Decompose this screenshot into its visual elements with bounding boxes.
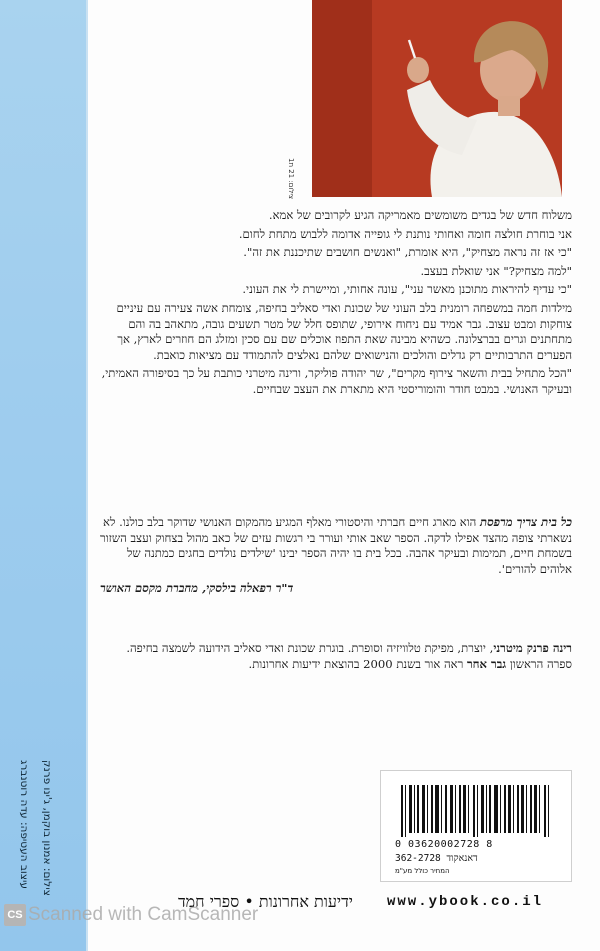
- quote-text: [100, 515, 572, 577]
- barcode-box: [380, 770, 572, 882]
- spine-edge: [86, 0, 88, 951]
- blurb-paragraph: "הכל מתחיל בבית והשאר צירוף מקרים", שר יהודה פוליקר, ורינה מיטרני כותבת על כך בסיפורה האמיתי, ובעיקר האנושי. במבט חודר והומוריסטי היא מתארת את העצב שבחיים.: [101, 366, 572, 396]
- quote-attribution: ד"ר רפאלה בילסקי, מחברת מקסם האושר: [100, 581, 294, 596]
- author-bio: [100, 641, 572, 675]
- barcode-publisher-code: דאנאקוד 362-2728: [395, 853, 478, 864]
- blurb-line: משלוח חדש של בגדים משומשים מאמריקה הגיע לקרובים של אמא.: [268, 208, 572, 222]
- author-bio-body: , יוצרת, מפיקת טלוויזיה וסופרת. בוגרת שכונת ואדי סאליב הידועה לשמצה בחיפה. ספרה הראשון: [126, 641, 572, 671]
- blurb-line: "למה מצחיק?" אני שואלת בעצב.: [420, 263, 572, 278]
- watermark-text: Scanned with CamScanner: [28, 904, 259, 926]
- design-credit: עיצוב העטיפה: עדה רוטנברג: [18, 760, 30, 889]
- author-bio-text: [100, 641, 572, 672]
- photo-credit-spine: צילום: אמנון בוקמן, ג'ינו פרנק: [41, 760, 53, 896]
- blurb-block: [100, 208, 572, 401]
- author-name: רינה פרנק מיטרני: [493, 641, 572, 655]
- author-photo: [312, 0, 562, 197]
- blurb-line: "כי עדיף להיראות מתוכנן מאשר עני", עונה אחותי, ומיישרת לי את העוני.: [242, 282, 572, 297]
- blurb-line: "כי אז זה נראה מצחיק", היא אומרת, "ואנשים חושבים שתיכננת את זה".: [243, 245, 572, 260]
- publisher-url[interactable]: www.ybook.co.il: [387, 894, 544, 910]
- blurb-line: אני בוחרת חולצה חומה ואחותי נותנת לי גופייה אדומה ללבוש מתחת לחום.: [238, 226, 572, 241]
- publisher-name: ידיעות אחרונות • ספרי חמד: [177, 892, 353, 911]
- author-bio-end: ראה אור בשנת 2000 בהוצאת ידיעות אחרונות.: [248, 656, 467, 671]
- quote-body: הוא מארג חיים חברתי והיסטורי מאלף המגיע מהמקום האנושי שדוקר בלב כולנו. לא נשארתי צופה מהצד אפילו לדקה. הספר שאב אותי ועורר בי רגשות עזים של כאב מהול בצחוק ועצב השזור בשמחת חיים, תמימות ובעיקר אהבה. בכל בית בו יהיה הספר יבינו 'שילדים נולדים בחגים כמתנה של אלוהים להורים'.: [100, 515, 572, 576]
- scanner-watermark: [4, 904, 258, 926]
- quote-book-title: כל בית צריך מרפסת: [480, 515, 572, 529]
- photo-credit: צילום: 21 ת1: [287, 158, 295, 200]
- camscanner-logo-icon: CS: [4, 904, 26, 926]
- blurb-paragraph: מילדות חמה במשפחה רומנית בלב העוני של שכונת ואדי סאליב בחיפה, צומחת אשה צעירה עם עיניים צוחקות ומבט עצוב. גבר אמיד עם ניחוח אירופי, שתופס חלל של מטר תשעים גובה, מתאהב בה והם מתחתנים וגרים בברצלונה. כשהיא מבינה שאת התפוז אוכלים שם עם סכין ומזלג הם חוזרים לארץ, אך הפערים התרבותיים רק גדלים והולכים והנישואים שלהם נאלצים להתמודד עם מציאות כואבת.: [116, 300, 572, 362]
- barcode-icon: [401, 785, 551, 837]
- barcode-number: 0 03620002728 8: [395, 839, 493, 850]
- review-quote: [100, 515, 572, 600]
- author-first-book: גבר אחר: [466, 656, 507, 671]
- author-portrait-illustration: [312, 0, 562, 197]
- price-label: המחיר כולל מע"מ: [395, 867, 450, 875]
